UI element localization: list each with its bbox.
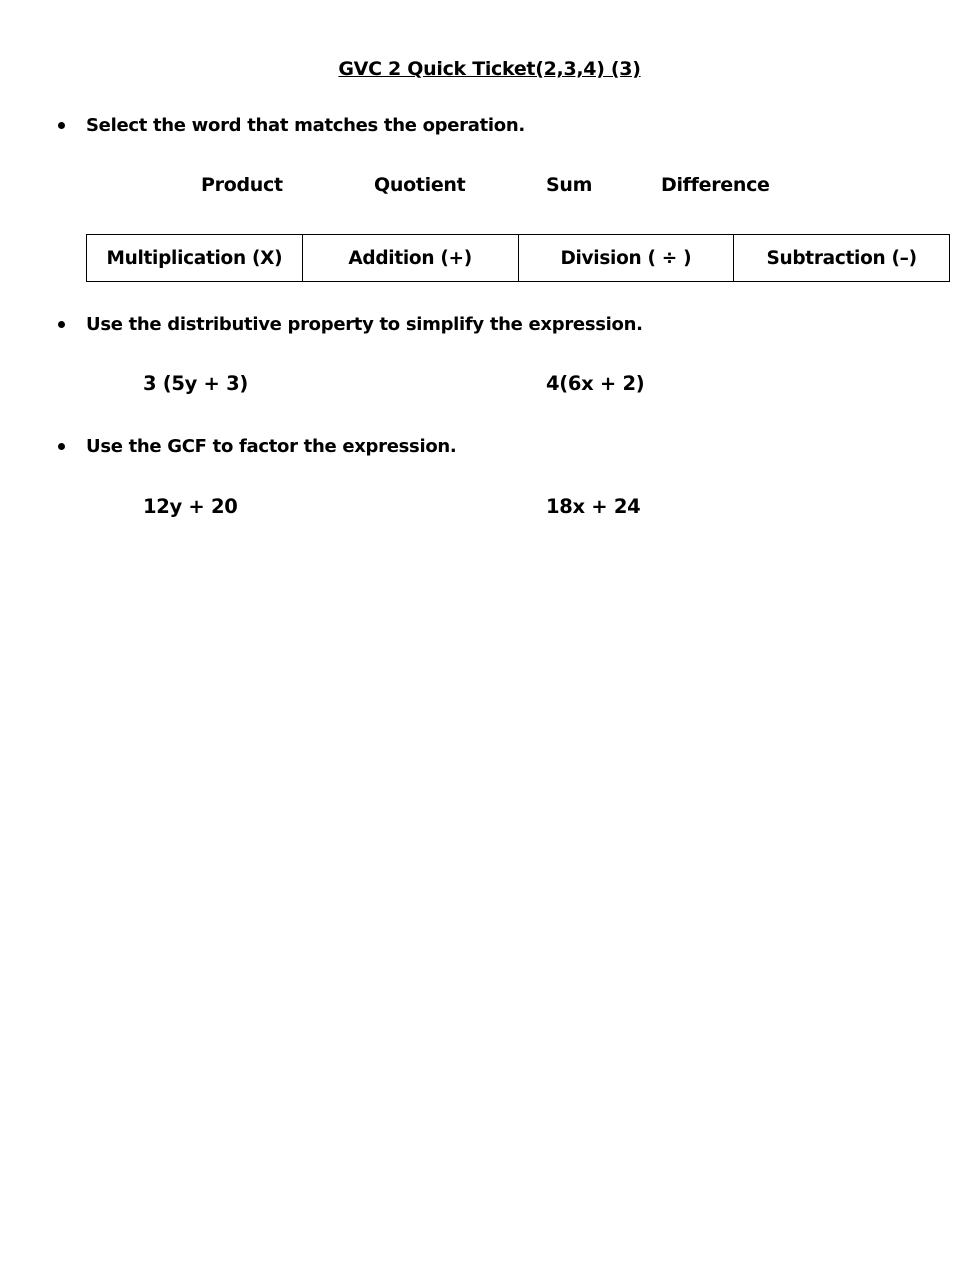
word-product: Product — [201, 174, 283, 196]
expression-gcf-2: 18x + 24 — [546, 495, 641, 518]
instruction-text: Use the GCF to factor the expression. — [86, 436, 457, 457]
instruction-text: Use the distributive property to simplify the expression. — [86, 314, 643, 335]
operations-table — [86, 234, 950, 282]
operation-division: Division ( ÷ ) — [518, 235, 734, 282]
word-difference: Difference — [661, 174, 770, 196]
operation-addition: Addition (+) — [302, 235, 518, 282]
table-row — [87, 235, 950, 282]
instruction-select-word — [58, 115, 525, 136]
bullet-icon — [58, 443, 65, 450]
instruction-distributive — [58, 314, 643, 335]
expression-distributive-2: 4(6x + 2) — [546, 372, 645, 395]
operation-multiplication: Multiplication (X) — [87, 235, 303, 282]
bullet-icon — [58, 122, 65, 129]
word-sum: Sum — [546, 174, 593, 196]
expression-distributive-1: 3 (5y + 3) — [143, 372, 248, 395]
instruction-text: Select the word that matches the operation. — [86, 115, 525, 136]
page-title: GVC 2 Quick Ticket(2,3,4) (3) — [338, 58, 641, 80]
bullet-icon — [58, 321, 65, 328]
expression-gcf-1: 12y + 20 — [143, 495, 238, 518]
operation-subtraction: Subtraction (–) — [734, 235, 950, 282]
word-quotient: Quotient — [374, 174, 466, 196]
instruction-gcf — [58, 436, 456, 457]
